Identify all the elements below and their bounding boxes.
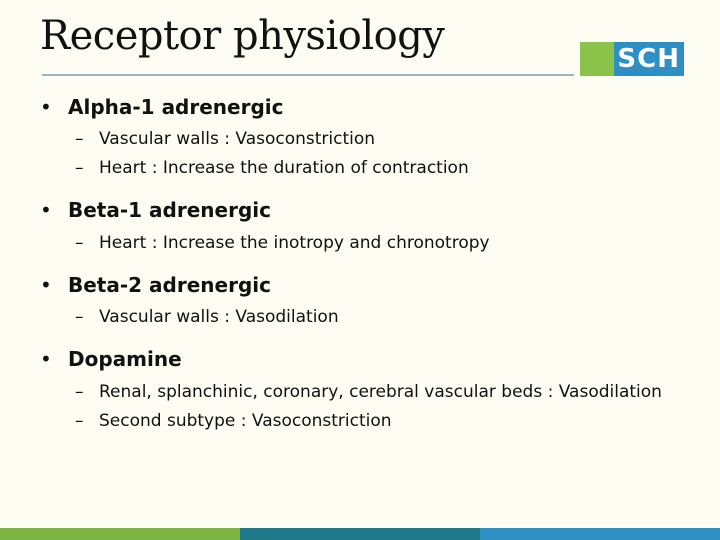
page-title: Receptor physiology [40, 13, 445, 59]
sub-item [75, 233, 490, 253]
sub-item [75, 382, 662, 402]
bullet-dot: • [40, 347, 52, 371]
bullet-item [40, 347, 182, 371]
sub-dash: – [75, 158, 84, 178]
sub-item [75, 411, 392, 431]
sub-text: Renal, splanchinic, coronary, cerebral vascular beds : Vasodilation [99, 382, 662, 402]
sub-text: Vascular walls : Vasoconstriction [99, 129, 376, 149]
sub-text: Heart : Increase the duration of contraction [99, 158, 469, 178]
sub-text: Vascular walls : Vasodilation [99, 307, 339, 327]
sub-dash: – [75, 307, 84, 327]
sub-dash: – [75, 411, 84, 431]
sub-dash: – [75, 129, 84, 149]
bullet-dot: • [40, 273, 52, 297]
footer-teal-segment [240, 528, 480, 540]
footer-bar [0, 528, 720, 540]
logo-text: SCH [614, 42, 684, 76]
bullet-item [40, 95, 284, 119]
sub-dash: – [75, 382, 84, 402]
footer-blue-segment [480, 528, 720, 540]
sub-text: Heart : Increase the inotropy and chronotropy [99, 233, 490, 253]
sub-item [75, 158, 469, 178]
bullet-label: Beta-2 adrenergic [68, 273, 271, 297]
bullet-label: Alpha-1 adrenergic [68, 95, 284, 119]
bullet-item [40, 198, 271, 222]
bullet-item [40, 273, 271, 297]
bullet-dot: • [40, 95, 52, 119]
bullet-dot: • [40, 198, 52, 222]
sub-item [75, 307, 339, 327]
sub-dash: – [75, 233, 84, 253]
sub-text: Second subtype : Vasoconstriction [99, 411, 392, 431]
footer-green-segment [0, 528, 240, 540]
bullet-label: Dopamine [68, 347, 182, 371]
sub-item [75, 129, 375, 149]
bullet-label: Beta-1 adrenergic [68, 198, 271, 222]
